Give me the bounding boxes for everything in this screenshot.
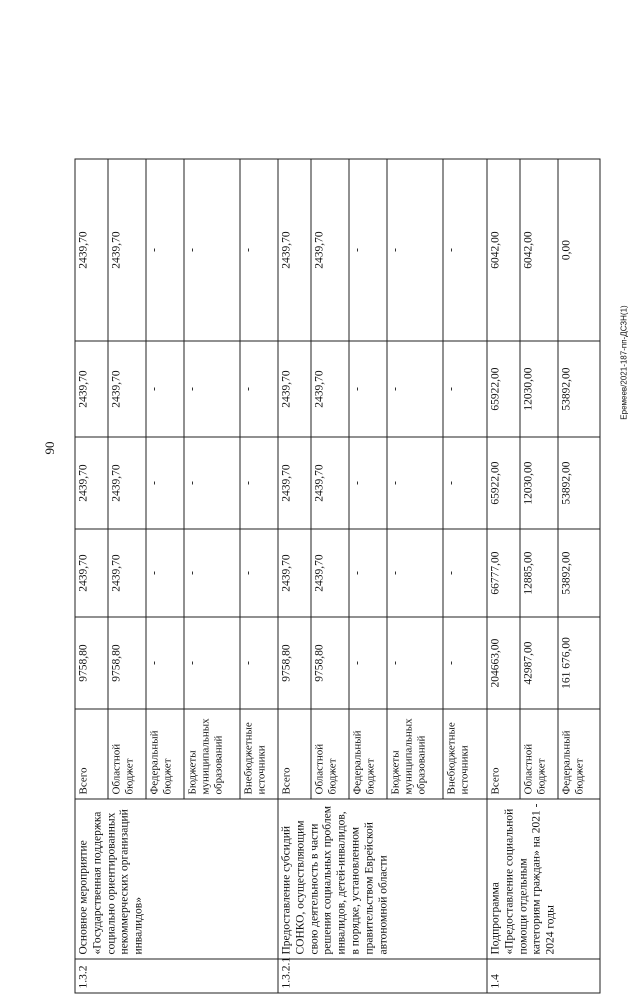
funding-total: - <box>387 617 443 709</box>
funding-year-3: 2439,70 <box>278 341 311 437</box>
funding-year-1: - <box>443 529 487 617</box>
funding-year-1: - <box>184 529 240 617</box>
funding-year-4: 0,00 <box>558 159 600 341</box>
row-name: Основное мероприятие «Государственная поддержка социально ориентированных некоммерческих организаций инвалидов» <box>75 799 278 959</box>
funding-total: - <box>240 617 278 709</box>
funding-total: 9758,80 <box>311 617 349 709</box>
funding-source: Областной бюджет <box>311 709 349 799</box>
funding-year-2: 2439,70 <box>278 437 311 529</box>
row-name: Предоставление субсидий СОНКО, осуществляющим свою деятельность в части решения социальных проблем инвалидов, детей-инвалидов, в порядке, установленном правительством Еврейской автономной области <box>278 799 487 959</box>
funding-year-3: - <box>184 341 240 437</box>
funding-year-4: - <box>146 159 184 341</box>
budget-table-wrapper <box>75 160 586 994</box>
funding-year-3: - <box>443 341 487 437</box>
funding-year-4: 2439,70 <box>75 159 108 341</box>
funding-total: 9758,80 <box>108 617 146 709</box>
funding-year-3: 53892,00 <box>558 341 600 437</box>
funding-year-4: - <box>240 159 278 341</box>
funding-source: Всего <box>75 709 108 799</box>
table-row <box>278 159 311 993</box>
funding-source: Бюджеты муниципальных образований <box>387 709 443 799</box>
funding-year-4: 2439,70 <box>311 159 349 341</box>
funding-year-3: - <box>387 341 443 437</box>
funding-year-2: 2439,70 <box>75 437 108 529</box>
funding-year-1: 2439,70 <box>75 529 108 617</box>
funding-year-3: 12030,00 <box>520 341 558 437</box>
funding-total: - <box>349 617 387 709</box>
funding-source: Областной бюджет <box>520 709 558 799</box>
funding-year-1: - <box>387 529 443 617</box>
funding-year-2: 65922,00 <box>487 437 520 529</box>
funding-source: Всего <box>487 709 520 799</box>
funding-year-4: - <box>184 159 240 341</box>
funding-source: Внебюджетные источники <box>443 709 487 799</box>
funding-year-4: - <box>443 159 487 341</box>
funding-source: Бюджеты муниципальных образований <box>184 709 240 799</box>
table-row <box>487 159 520 993</box>
funding-total: 161 676,00 <box>558 617 600 709</box>
table-row <box>75 159 108 993</box>
funding-year-4: 6042,00 <box>487 159 520 341</box>
row-code: 1.3.2 <box>75 959 278 993</box>
funding-year-2: - <box>146 437 184 529</box>
funding-total: - <box>443 617 487 709</box>
funding-year-1: - <box>146 529 184 617</box>
funding-year-1: 53892,00 <box>558 529 600 617</box>
funding-year-3: - <box>146 341 184 437</box>
funding-year-2: - <box>184 437 240 529</box>
funding-year-3: 2439,70 <box>75 341 108 437</box>
funding-year-4: 2439,70 <box>278 159 311 341</box>
funding-year-2: - <box>240 437 278 529</box>
funding-year-1: 2439,70 <box>311 529 349 617</box>
funding-source: Федеральный бюджет <box>146 709 184 799</box>
funding-year-1: - <box>349 529 387 617</box>
funding-source: Всего <box>278 709 311 799</box>
funding-year-4: 6042,00 <box>520 159 558 341</box>
row-name: Подпрограмма «Предоставление социальной помощи отдельным категориям граждан» на 2021 - 2024 годы <box>487 799 600 959</box>
funding-year-2: 53892,00 <box>558 437 600 529</box>
page-number: 90 <box>42 441 57 455</box>
funding-total: - <box>146 617 184 709</box>
funding-year-2: 12030,00 <box>520 437 558 529</box>
funding-year-4: 2439,70 <box>108 159 146 341</box>
funding-year-2: - <box>387 437 443 529</box>
funding-total: 204663,00 <box>487 617 520 709</box>
funding-year-3: - <box>349 341 387 437</box>
funding-year-2: - <box>349 437 387 529</box>
funding-year-2: 2439,70 <box>311 437 349 529</box>
funding-year-1: 66777,00 <box>487 529 520 617</box>
funding-source: Федеральный бюджет <box>349 709 387 799</box>
funding-year-1: 2439,70 <box>278 529 311 617</box>
funding-year-2: 2439,70 <box>108 437 146 529</box>
funding-year-4: - <box>387 159 443 341</box>
funding-source: Федеральный бюджет <box>558 709 600 799</box>
funding-source: Областной бюджет <box>108 709 146 799</box>
funding-year-3: 2439,70 <box>108 341 146 437</box>
funding-source: Внебюджетные источники <box>240 709 278 799</box>
funding-year-3: 65922,00 <box>487 341 520 437</box>
funding-total: 9758,80 <box>75 617 108 709</box>
row-code: 1.3.2.1 <box>278 959 487 993</box>
funding-total: 42987,00 <box>520 617 558 709</box>
funding-year-4: - <box>349 159 387 341</box>
funding-total: 9758,80 <box>278 617 311 709</box>
funding-year-3: 2439,70 <box>311 341 349 437</box>
document-code: Еремеев/2021-187-пп-ДСЗН(1) <box>619 305 629 420</box>
funding-total: - <box>184 617 240 709</box>
funding-year-1: 12885,00 <box>520 529 558 617</box>
table-body <box>75 159 600 993</box>
funding-year-1: 2439,70 <box>108 529 146 617</box>
funding-year-3: - <box>240 341 278 437</box>
row-code: 1.4 <box>487 959 600 993</box>
budget-table <box>75 159 601 994</box>
funding-year-1: - <box>240 529 278 617</box>
funding-year-2: - <box>443 437 487 529</box>
